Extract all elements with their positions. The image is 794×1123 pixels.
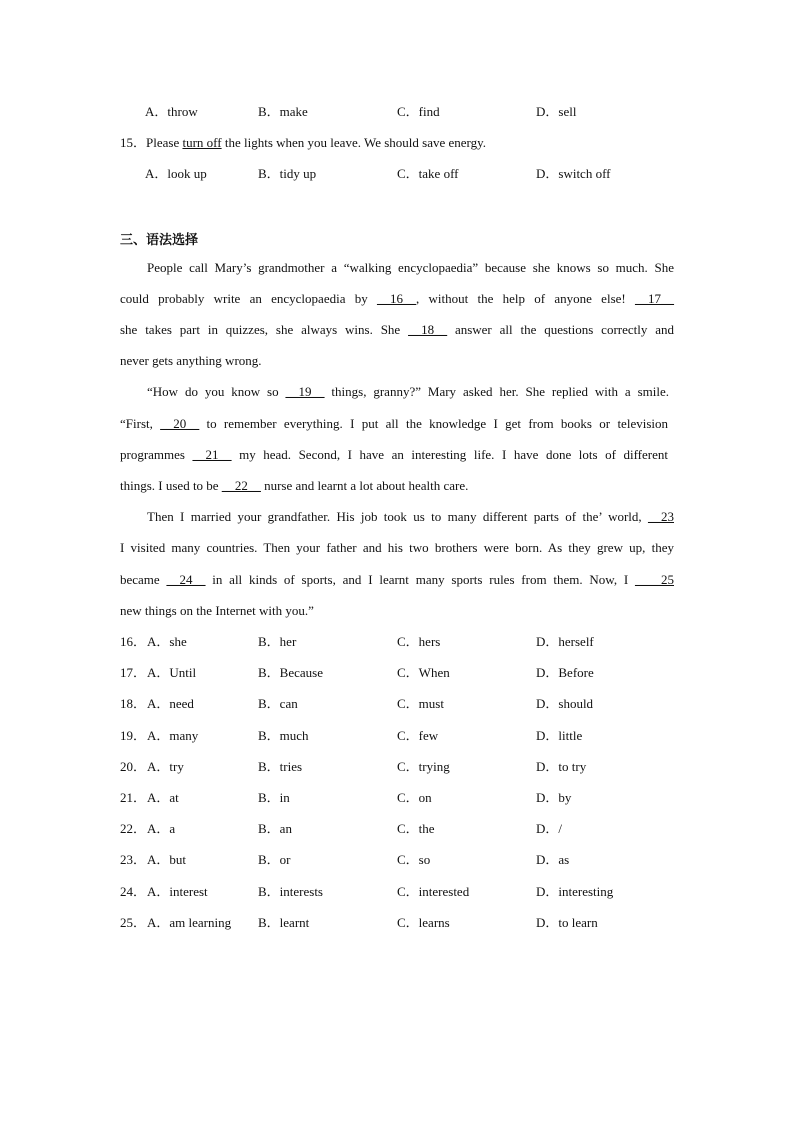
q15-underlined-phrase: turn off	[182, 135, 222, 150]
question-option-a: A．need	[147, 696, 194, 711]
q15-stem	[120, 135, 486, 151]
question-option-c: C．few	[397, 728, 439, 743]
question-option-c: C．so	[397, 852, 431, 867]
question-option-b: B．or	[258, 852, 291, 867]
blank-16: __16__	[377, 291, 416, 306]
question-option-c: C．must	[397, 696, 444, 711]
question-number: 20．	[120, 759, 147, 774]
question-option-c: C．trying	[397, 759, 450, 774]
blank-24: __24__	[166, 572, 206, 587]
question-option-b: B．an	[258, 821, 292, 836]
question-number: 17．	[120, 665, 147, 680]
passage-line: things. I used to be __22__ nurse and learnt a lot about health care.	[120, 478, 469, 493]
question-option-d: D．little	[536, 728, 583, 743]
section-heading: 三、语法选择	[120, 233, 199, 248]
question-option-a: A．interest	[147, 884, 208, 899]
q14-option-d: D．sell	[536, 104, 577, 119]
blank-18: __18__	[408, 322, 448, 337]
q15-text-pre: Please	[146, 135, 183, 150]
q14-option-a: A．throw	[145, 104, 198, 119]
question-option-b: B．in	[258, 790, 290, 805]
q15-text-post: the lights when you leave. We should save energy.	[221, 135, 487, 150]
question-option-a: A．but	[147, 852, 187, 867]
question-option-b: B．learnt	[258, 915, 310, 930]
q15-number: 15．	[120, 135, 147, 150]
question-number: 21．	[120, 790, 147, 805]
passage-line: never gets anything wrong.	[120, 353, 262, 368]
q15-option-a: A．look up	[145, 166, 207, 181]
blank-25: ____25	[635, 572, 674, 587]
question-option-c: C．on	[397, 790, 432, 805]
question-option-b: B．much	[258, 728, 309, 743]
passage-line: “First, __20__ to remember everything. I put all the knowledge I get from books or television	[120, 416, 668, 431]
question-option-a: A．try	[147, 759, 184, 774]
question-option-b: B．tries	[258, 759, 303, 774]
question-number: 16．	[120, 634, 147, 649]
question-option-a: A．she	[147, 634, 187, 649]
question-number: 25．	[120, 915, 147, 930]
question-option-a: A．am learning	[147, 915, 232, 930]
passage-line: “How do you know so __19__ things, granny?” Mary asked her. She replied with a smile.	[147, 384, 669, 399]
q15-option-d: D．switch off	[536, 166, 611, 181]
question-option-d: D．/	[536, 821, 563, 836]
question-option-c: C．When	[397, 665, 450, 680]
blank-20: __20__	[160, 416, 200, 431]
question-number: 23．	[120, 852, 147, 867]
passage-line: new things on the Internet with you.”	[120, 603, 314, 618]
blank-19: __19__	[285, 384, 325, 399]
q14-option-b: B．make	[258, 104, 308, 119]
passage-line: People call Mary’s grandmother a “walking encyclopaedia” because she knows so much. She	[147, 260, 674, 275]
question-option-d: D．to learn	[536, 915, 598, 930]
q14-option-c: C．find	[397, 104, 440, 119]
q15-option-c: C．take off	[397, 166, 459, 181]
question-option-c: C．learns	[397, 915, 450, 930]
passage-line: became __24__ in all kinds of sports, and I learnt many sports rules from them. Now, I ____25	[120, 572, 674, 587]
question-option-a: A．a	[147, 821, 176, 836]
passage-line: she takes part in quizzes, she always wins. She __18__ answer all the questions correctly and	[120, 322, 674, 337]
question-option-b: B．interests	[258, 884, 323, 899]
blank-17: __17__	[635, 291, 674, 306]
question-option-d: D．herself	[536, 634, 594, 649]
passage-line: could probably write an encyclopaedia by __16__, without the help of anyone else! __17__	[120, 291, 674, 306]
question-option-d: D．to try	[536, 759, 587, 774]
question-option-d: D．Before	[536, 665, 594, 680]
question-number: 24．	[120, 884, 147, 899]
question-option-b: B．Because	[258, 665, 323, 680]
blank-22: __22__	[221, 478, 261, 493]
question-option-c: C．hers	[397, 634, 441, 649]
question-option-a: A．many	[147, 728, 199, 743]
question-option-d: D．as	[536, 852, 570, 867]
question-number: 19．	[120, 728, 147, 743]
q15-option-b: B．tidy up	[258, 166, 317, 181]
question-number: 22．	[120, 821, 147, 836]
blank-21: __21__	[192, 447, 232, 462]
question-option-b: B．her	[258, 634, 297, 649]
passage-line: programmes __21__ my head. Second, I have an interesting life. I have done lots of different	[120, 447, 668, 462]
passage-line: Then I married your grandfather. His job took us to many different parts of the’ world, __23	[147, 509, 674, 524]
passage-line: I visited many countries. Then your father and his two brothers were born. As they grew up, they	[120, 540, 674, 555]
question-option-b: B．can	[258, 696, 298, 711]
question-option-a: A．at	[147, 790, 179, 805]
question-option-d: D．interesting	[536, 884, 614, 899]
question-option-c: C．interested	[397, 884, 470, 899]
question-option-a: A．Until	[147, 665, 197, 680]
question-option-d: D．should	[536, 696, 594, 711]
question-number: 18．	[120, 696, 147, 711]
question-option-d: D．by	[536, 790, 572, 805]
question-option-c: C．the	[397, 821, 435, 836]
blank-23: __23	[648, 509, 674, 524]
